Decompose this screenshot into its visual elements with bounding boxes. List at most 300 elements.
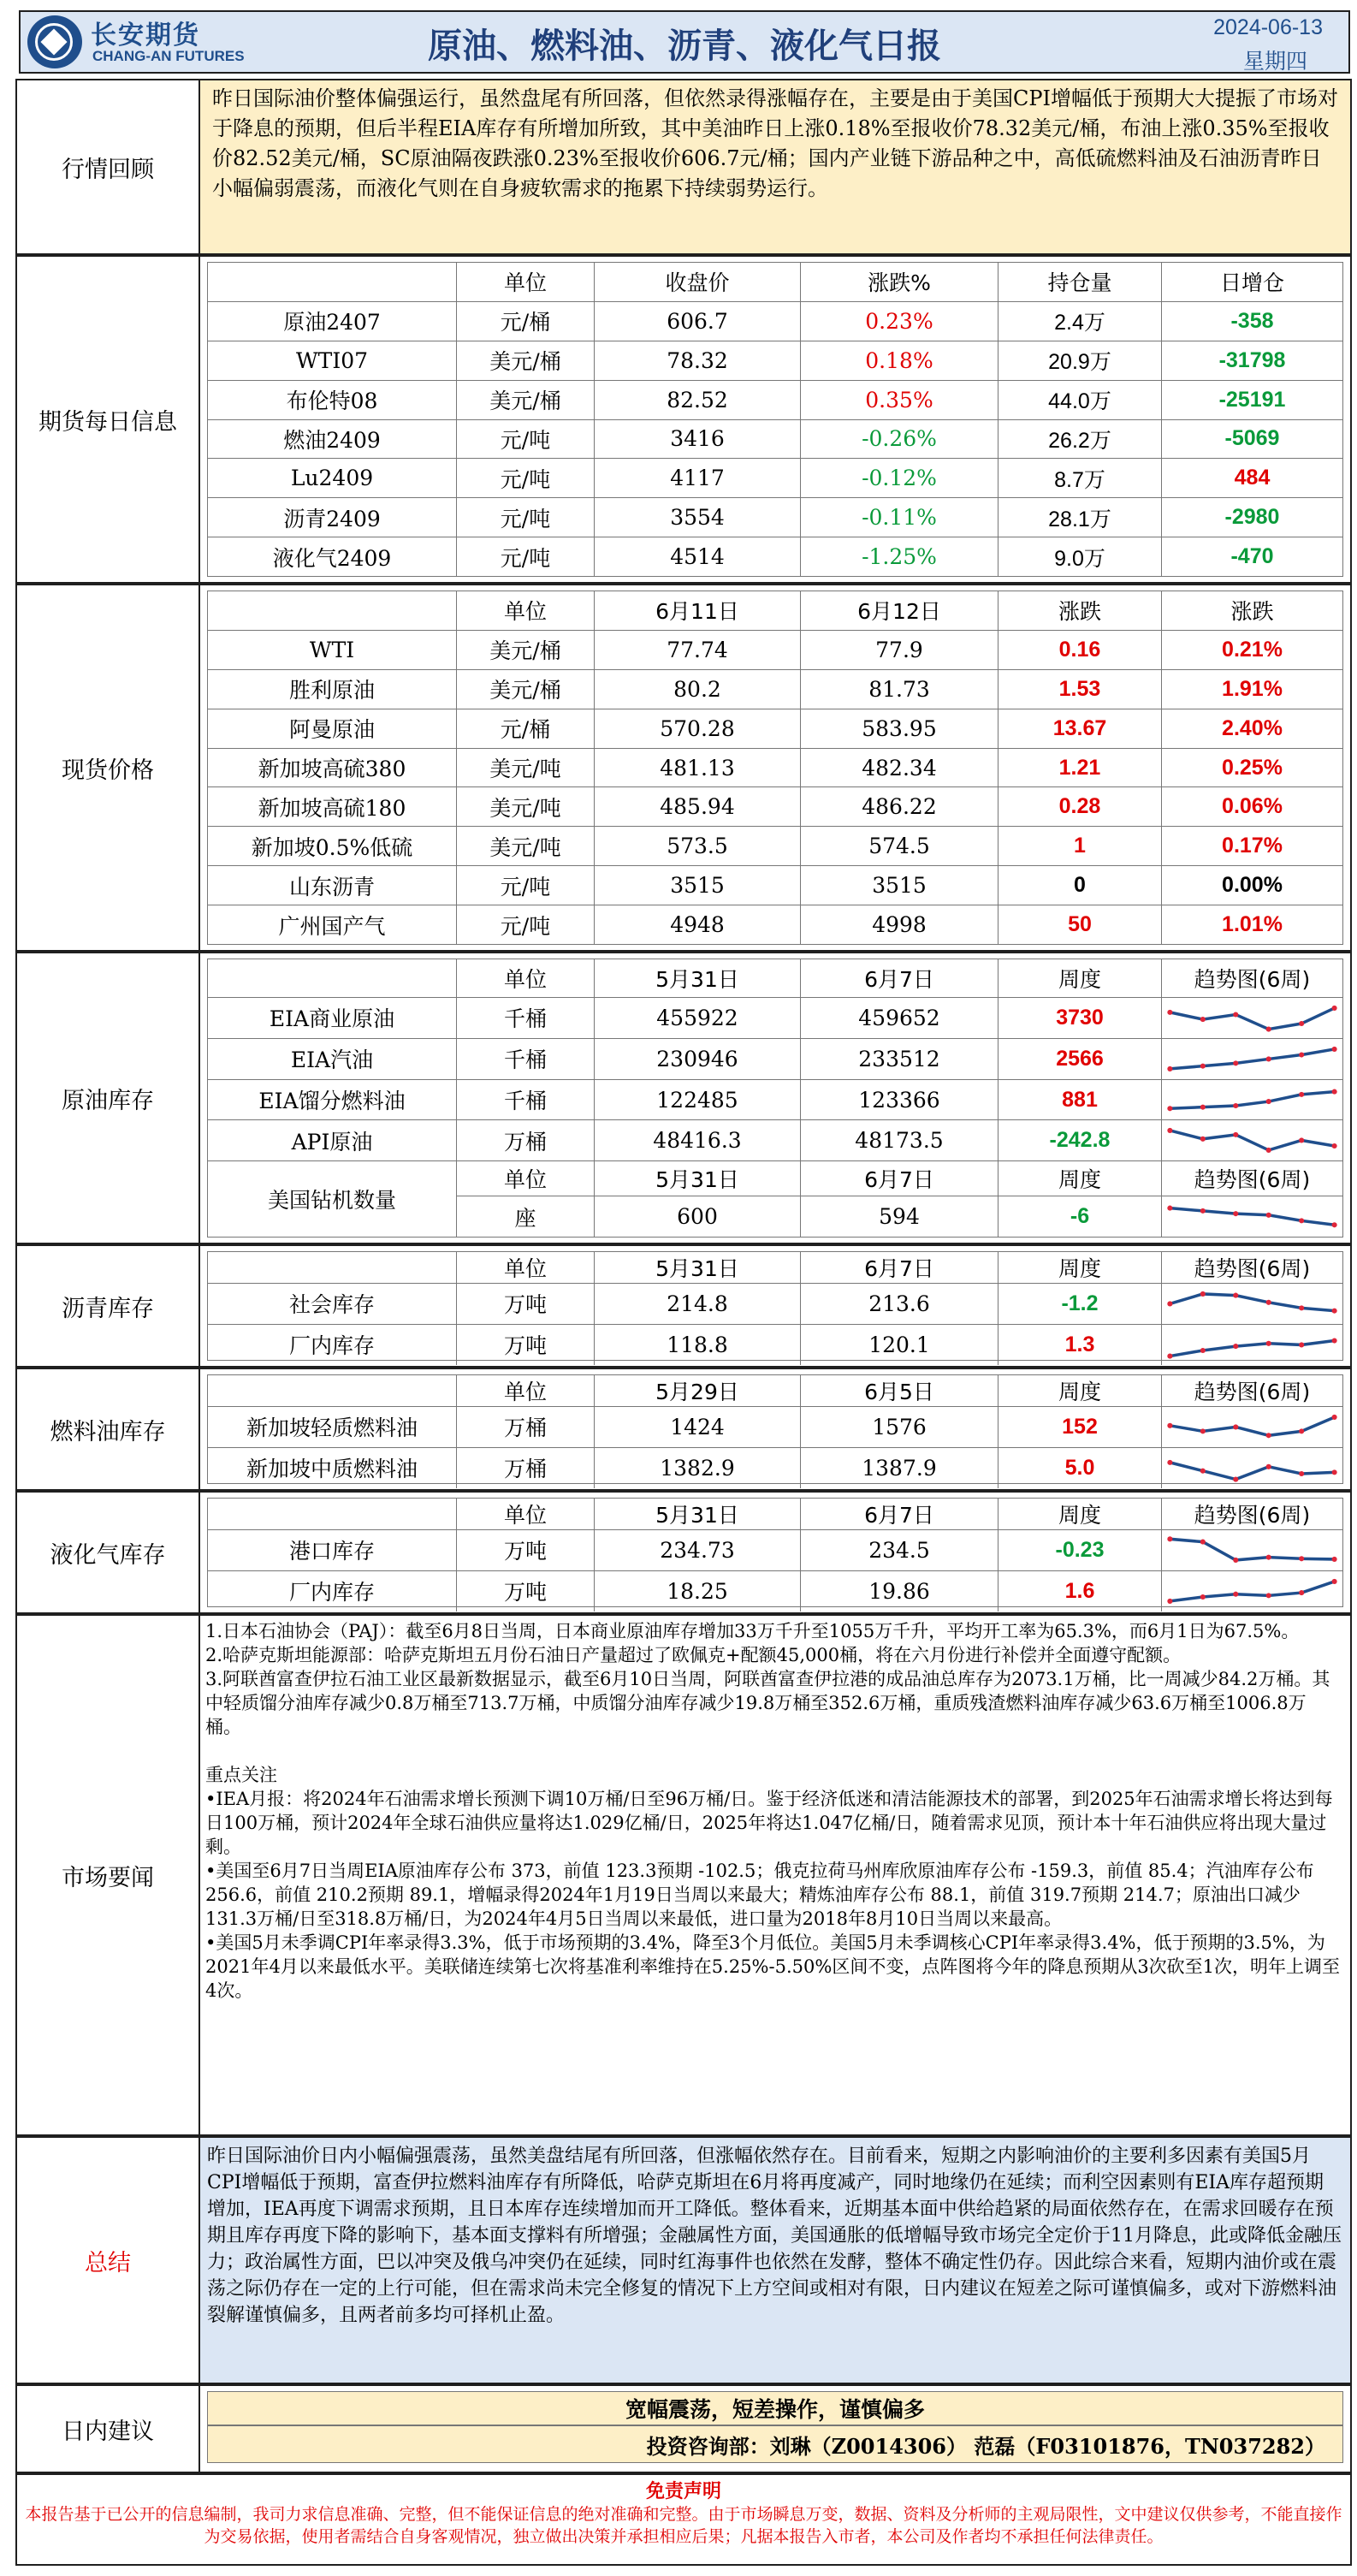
daily-oi-change: -25191 xyxy=(1218,387,1286,412)
open-interest: 8.7万 xyxy=(998,459,1162,497)
unit-cell: 万桶 xyxy=(457,1448,595,1488)
value-prev: 122485 xyxy=(595,1080,801,1120)
news-label: 市场要闻 xyxy=(17,1616,200,2134)
sparkline-point xyxy=(1266,1026,1271,1031)
sparkline-point xyxy=(1167,1066,1172,1071)
summary-label: 总结 xyxy=(17,2138,200,2383)
inventory-name: EIA汽油 xyxy=(208,1039,457,1079)
table-row xyxy=(208,1325,1342,1365)
sparkline-point xyxy=(1299,1091,1304,1096)
fuel-inventory-label: 燃料油库存 xyxy=(17,1369,200,1489)
product-name: 山东沥青 xyxy=(208,866,457,905)
header-cell: 趋势图(6周) xyxy=(1194,1380,1311,1404)
sparkline-point xyxy=(1266,1464,1271,1469)
sparkline-path xyxy=(1170,1208,1334,1226)
weekly-change: 5.0 xyxy=(998,1448,1162,1488)
change-value: 50 xyxy=(998,905,1162,944)
product-name: 新加坡高硫180 xyxy=(208,787,457,826)
unit-cell: 美元/桶 xyxy=(457,670,595,709)
disclaimer-title: 免责声明 xyxy=(645,2481,721,2502)
unit-cell: 千桶 xyxy=(457,1080,595,1120)
change-value: 1.53 xyxy=(998,670,1162,709)
fuel-header-row xyxy=(208,1375,1342,1407)
unit-cell: 元/吨 xyxy=(457,537,595,576)
table-row xyxy=(208,1448,1342,1488)
trend-cell xyxy=(1162,1448,1342,1488)
close-price: 3554 xyxy=(595,498,801,537)
trend-cell xyxy=(1162,1196,1342,1237)
futures-label: 期货每日信息 xyxy=(17,257,200,582)
sparkline-point xyxy=(1332,1415,1337,1420)
inventory-name: EIA商业原油 xyxy=(208,998,457,1038)
weekly-change: 3730 xyxy=(998,998,1162,1038)
table-row xyxy=(208,381,1342,420)
sparkline-point xyxy=(1266,1056,1271,1061)
sparkline-path xyxy=(1170,1417,1334,1435)
header-cell xyxy=(208,959,457,997)
futures-section xyxy=(15,255,1352,584)
open-interest: 44.0万 xyxy=(998,381,1162,419)
sparkline-point xyxy=(1299,1556,1304,1561)
unit-cell: 美元/桶 xyxy=(457,341,595,380)
weekly-change: 2566 xyxy=(998,1039,1162,1079)
unit-cell: 美元/吨 xyxy=(457,787,595,826)
report-title: 原油、燃料油、沥青、液化气日报 xyxy=(428,27,941,66)
price-prev: 481.13 xyxy=(595,749,801,787)
sparkline-point xyxy=(1299,1218,1304,1223)
table-row xyxy=(208,670,1342,709)
sparkline-point xyxy=(1200,1594,1206,1600)
price-prev: 485.94 xyxy=(595,787,801,826)
value-prev: 18.25 xyxy=(595,1571,801,1611)
open-interest: 26.2万 xyxy=(998,420,1162,459)
weekly-change: 152 xyxy=(998,1407,1162,1447)
close-price: 78.32 xyxy=(595,341,801,380)
value-prev: 230946 xyxy=(595,1039,801,1079)
header-cell: 5月31日 xyxy=(595,1161,801,1196)
header-cell: 单位 xyxy=(457,1161,595,1196)
header-cell xyxy=(208,1252,457,1283)
change-value: 1 xyxy=(998,827,1162,865)
sparkline-point xyxy=(1233,1424,1238,1429)
sparkline-point xyxy=(1233,1558,1238,1563)
daily-oi-change: -358 xyxy=(1230,308,1274,333)
trend-sparkline xyxy=(1162,1571,1342,1611)
disclaimer-section xyxy=(15,2473,1352,2566)
trend-cell xyxy=(1162,1325,1342,1365)
change-pct: -0.11% xyxy=(801,498,998,537)
value-curr: 48173.5 xyxy=(801,1120,998,1160)
lpg-header-row xyxy=(208,1499,1342,1530)
trend-cell xyxy=(1162,1080,1342,1120)
sparkline-point xyxy=(1167,1460,1172,1465)
fuel-inventory-section xyxy=(15,1368,1352,1491)
price-prev: 573.5 xyxy=(595,827,801,865)
weekly-change: 1.3 xyxy=(998,1325,1162,1365)
weekly-change: 1.6 xyxy=(998,1571,1162,1611)
price-prev: 77.74 xyxy=(595,631,801,669)
sparkline-point xyxy=(1332,1089,1337,1094)
header-cell xyxy=(208,591,457,630)
contract-name: Lu2409 xyxy=(208,459,457,497)
sparkline-point xyxy=(1167,1106,1172,1111)
change-value: 0 xyxy=(998,866,1162,905)
sparkline-point xyxy=(1266,1593,1271,1598)
value-prev: 1424 xyxy=(595,1407,801,1447)
table-row xyxy=(208,1080,1342,1121)
inventory-name: 厂内库存 xyxy=(208,1325,457,1365)
asphalt-inventory-label: 沥青库存 xyxy=(17,1246,200,1366)
price-curr: 4998 xyxy=(801,905,998,944)
sparkline-point xyxy=(1233,1103,1238,1108)
spot-label: 现货价格 xyxy=(17,585,200,950)
futures-header-row xyxy=(208,263,1342,302)
futures-table xyxy=(207,262,1343,577)
rig-data-row xyxy=(457,1196,1342,1237)
unit-cell: 元/桶 xyxy=(457,302,595,341)
sparkline-path xyxy=(1170,1582,1334,1601)
news-item: •IEA月报：将2024年石油需求增长预测下调10万桶/日至96万桶/日。鉴于经济低迷和清洁能源技术的部署，到2025年石油需求增长将达到每日100万桶，预计2024年全球石油供应量将达1.029亿桶/日，2025年将达1.047亿桶/日，随着需求见顶，预计本十年石油供应将出现大量过剩。 xyxy=(205,1789,1333,1857)
inventory-name: API原油 xyxy=(208,1120,457,1160)
inventory-name: 厂内库存 xyxy=(208,1571,457,1611)
trend-sparkline xyxy=(1162,1120,1342,1160)
close-price: 3416 xyxy=(595,420,801,459)
contract-name: 布伦特08 xyxy=(208,381,457,419)
change-pct: 0.06% xyxy=(1222,794,1283,819)
news-section xyxy=(15,1614,1352,2136)
table-row xyxy=(208,341,1342,381)
table-row xyxy=(208,420,1342,460)
summary-text: 昨日国际油价日内小幅偏强震荡，虽然美盘结尾有所回落，但涨幅依然存在。目前看来，短期之内影响油价的主要利多因素有美国5月CPI增幅低于预期，富查伊拉燃料油库存有所降低，哈萨克斯坦在6月将再度减产，同时地缘仍在延续；而利空因素则有EIA库存超预期增加，IEA再度下调需求预期，且日本库存连续增加而开工降低。整体看来，近期基本面中供给趋紧的局面依然存在，在需求回暖存在预期且库存再度下降的影响下，基本面支撑料有所增强；金融属性方面，美国通胀的低增幅导致市场完全定价于11月降息，此或降低金融压力；政治属性方面，巴以冲突及俄乌冲突仍在延续，同时红海事件也依然在发酵，整体不确定性仍存。因此综合来看，短期内油价或在震荡之际仍存在一定的上行可能，但在需求尚未完全修复的情况下上方空间或相对有限，日内建议在短差之际可谨慎偏多，或对下游燃料油裂解谨慎偏多，且两者前多均可择机止盈。 xyxy=(207,2146,1342,2326)
inventory-name: 新加坡轻质燃料油 xyxy=(208,1407,457,1447)
sparkline-point xyxy=(1299,1471,1304,1476)
table-row xyxy=(208,998,1342,1039)
change-pct: 0.21% xyxy=(1222,637,1283,662)
value-curr: 459652 xyxy=(801,998,998,1038)
sparkline-point xyxy=(1167,1536,1172,1541)
table-row xyxy=(208,1407,1342,1448)
header-cell: 持仓量 xyxy=(998,263,1162,301)
sparkline-point xyxy=(1167,1353,1172,1358)
table-row xyxy=(208,787,1342,827)
sparkline-point xyxy=(1266,1099,1271,1104)
sparkline-point xyxy=(1332,1469,1337,1475)
header-cell: 涨跌 xyxy=(1230,599,1274,625)
sparkline-point xyxy=(1200,1469,1206,1474)
header-cell: 周度 xyxy=(998,1252,1162,1283)
news-item: 2.哈萨克斯坦能源部：哈萨克斯坦五月份石油日产量超过了欧佩克+配额45,000桶，将在六月份进行补偿并全面遵守配额。 xyxy=(205,1645,1182,1665)
unit-cell: 元/吨 xyxy=(457,498,595,537)
header-cell: 周度 xyxy=(998,1161,1162,1196)
unit-cell: 座 xyxy=(457,1196,595,1237)
sparkline-point xyxy=(1332,1047,1337,1052)
unit-cell: 万吨 xyxy=(457,1284,595,1324)
sparkline-point xyxy=(1266,1213,1271,1218)
price-curr: 81.73 xyxy=(801,670,998,709)
sparkline-point xyxy=(1332,1338,1337,1343)
header-cell: 周度 xyxy=(998,1375,1162,1406)
header-cell: 趋势图(6周) xyxy=(1194,1256,1311,1281)
lpg-inventory-table xyxy=(207,1498,1343,1607)
unit-cell: 万吨 xyxy=(457,1530,595,1570)
crude-header-row xyxy=(208,959,1342,998)
change-value: 0.28 xyxy=(998,787,1162,826)
price-prev: 3515 xyxy=(595,866,801,905)
trend-cell xyxy=(1162,1530,1342,1570)
unit-cell: 元/吨 xyxy=(457,905,595,944)
sparkline-point xyxy=(1200,1540,1206,1545)
header-cell: 单位 xyxy=(457,263,595,301)
sparkline-point xyxy=(1299,1342,1304,1347)
price-curr: 3515 xyxy=(801,866,998,905)
sparkline-point xyxy=(1167,1206,1172,1211)
value-prev: 214.8 xyxy=(595,1284,801,1324)
table-row xyxy=(208,1530,1342,1571)
header-cell: 收盘价 xyxy=(595,263,801,301)
header-cell: 5月31日 xyxy=(595,959,801,997)
sparkline-path xyxy=(1170,1091,1334,1108)
value-curr: 123366 xyxy=(801,1080,998,1120)
value-curr: 120.1 xyxy=(801,1325,998,1365)
spot-header-row xyxy=(208,591,1342,631)
sparkline-point xyxy=(1233,1592,1238,1597)
sparkline-point xyxy=(1200,1428,1206,1433)
disclaimer-text: 本报告基于已公开的信息编制，我司力求信息准确、完整，但不能保证信息的绝对准确和完整。由于市场瞬息万变，数据、资料及分析师的主观局限性，文中建议仅供参考，不能直接作为交易依据，使用者需结合自身客观情况，独立做出决策并承担相应后果；凡据本报告入市者，本公司及作者均不承担任何法律责任。 xyxy=(25,2505,1342,2546)
spot-section xyxy=(15,584,1352,952)
weekly-change: -242.8 xyxy=(998,1120,1162,1160)
weekly-change: 881 xyxy=(998,1080,1162,1120)
sparkline-path xyxy=(1170,1008,1334,1030)
table-row xyxy=(208,1039,1342,1080)
header-cell: 涨跌 xyxy=(998,591,1162,630)
sparkline-point xyxy=(1332,1557,1337,1562)
trend-sparkline xyxy=(1162,1196,1342,1237)
trend-sparkline xyxy=(1162,1325,1342,1365)
header-cell: 6月7日 xyxy=(801,1499,998,1529)
weekly-change: -1.2 xyxy=(998,1284,1162,1324)
sparkline-point xyxy=(1200,1063,1206,1068)
sparkline-point xyxy=(1266,1433,1271,1438)
trend-sparkline xyxy=(1162,1080,1342,1120)
unit-cell: 元/吨 xyxy=(457,420,595,459)
change-pct: -0.26% xyxy=(801,420,998,459)
crude-inventory-label: 原油库存 xyxy=(17,953,200,1243)
contract-name: 液化气2409 xyxy=(208,537,457,576)
sparkline-point xyxy=(1332,1309,1337,1314)
rig-count-name: 美国钻机数量 xyxy=(208,1161,457,1237)
sparkline-point xyxy=(1233,1132,1238,1137)
sparkline-point xyxy=(1266,1148,1271,1153)
table-row xyxy=(208,302,1342,341)
sparkline-point xyxy=(1332,1143,1337,1149)
table-row xyxy=(208,459,1342,498)
inventory-name: 港口库存 xyxy=(208,1530,457,1570)
price-prev: 80.2 xyxy=(595,670,801,709)
asphalt-header-row xyxy=(208,1252,1342,1284)
value-prev: 118.8 xyxy=(595,1325,801,1365)
change-pct: 1.01% xyxy=(1222,912,1283,937)
review-section xyxy=(15,79,1352,255)
sparkline-point xyxy=(1233,1293,1238,1298)
sparkline-point xyxy=(1299,1305,1304,1310)
header-cell: 趋势图(6周) xyxy=(1194,966,1311,992)
sparkline-point xyxy=(1266,1341,1271,1346)
value-curr: 1576 xyxy=(801,1407,998,1447)
table-row xyxy=(208,709,1342,749)
trend-sparkline xyxy=(1162,1407,1342,1447)
value-prev: 455922 xyxy=(595,998,801,1038)
product-name: 胜利原油 xyxy=(208,670,457,709)
sparkline-point xyxy=(1167,1128,1172,1133)
header-cell: 单位 xyxy=(457,591,595,630)
contract-name: 沥青2409 xyxy=(208,498,457,537)
change-pct: -1.25% xyxy=(801,537,998,576)
unit-cell: 万吨 xyxy=(457,1571,595,1611)
header-cell: 6月7日 xyxy=(801,1252,998,1283)
advice-section xyxy=(15,2384,1352,2473)
advice-text: 宽幅震荡，短差操作，谨慎偏多 xyxy=(207,2391,1343,2425)
header-cell: 单位 xyxy=(457,1499,595,1529)
unit-cell: 美元/桶 xyxy=(457,631,595,669)
sparkline-point xyxy=(1266,1300,1271,1305)
close-price: 82.52 xyxy=(595,381,801,419)
header-cell: 6月5日 xyxy=(801,1375,998,1406)
sparkline-point xyxy=(1200,1104,1206,1109)
change-pct: 0.23% xyxy=(801,302,998,341)
news-item: •美国5月未季调CPI年率录得3.3%，低于市场预期的3.4%，降至3个月低位。美国5月未季调核心CPI年率录得3.4%，低于预期的3.5%，为2021年4月以来最低水平。美联储连续第七次将基准利率维持在5.25%-5.50%区间不变，点阵图将今年的降息预期从3次砍至1次，明年上调至4次。 xyxy=(205,1932,1341,2001)
header-cell: 5月29日 xyxy=(595,1375,801,1406)
table-row xyxy=(208,631,1342,670)
header-cell xyxy=(208,263,457,301)
sparkline-point xyxy=(1233,1211,1238,1216)
news-item: 3.阿联酋富查伊拉石油工业区最新数据显示，截至6月10日当周，阿联酋富查伊拉港的成品油总库存为2073.1万桶，比一周减少84.2万桶。其中轻质馏分油库存减少0.8万桶至713.7万桶，中质馏分油库存减少19.8万桶至352.6万桶，重质残渣燃料油库存减少63.6万桶至1006.8万桶。 xyxy=(205,1669,1330,1737)
company-english-name: CHANG-AN FUTURES xyxy=(92,48,245,64)
review-label: 行情回顾 xyxy=(17,80,200,253)
sparkline-point xyxy=(1167,1423,1172,1428)
header-cell: 5月31日 xyxy=(595,1499,801,1529)
trend-cell xyxy=(1162,998,1342,1038)
product-name: 新加坡高硫380 xyxy=(208,749,457,787)
product-name: WTI xyxy=(208,631,457,669)
sparkline-point xyxy=(1200,1291,1206,1297)
sparkline-point xyxy=(1332,1006,1337,1011)
price-curr: 583.95 xyxy=(801,709,998,748)
contract-name: 燃油2409 xyxy=(208,420,457,459)
product-name: 新加坡0.5%低硫 xyxy=(208,827,457,865)
sparkline-path xyxy=(1170,1294,1334,1311)
change-pct: 1.91% xyxy=(1222,676,1283,701)
table-row xyxy=(208,905,1342,944)
value-prev: 48416.3 xyxy=(595,1120,801,1160)
change-pct: 0.17% xyxy=(1222,834,1283,858)
crude-inventory-section xyxy=(15,952,1352,1244)
fuel-inventory-table xyxy=(207,1374,1343,1484)
open-interest: 20.9万 xyxy=(998,341,1162,380)
sparkline-point xyxy=(1332,1222,1337,1227)
report-date: 2024-06-13 xyxy=(1213,15,1323,39)
summary-section xyxy=(15,2136,1352,2384)
rig-count-row xyxy=(208,1161,1342,1237)
sparkline-point xyxy=(1266,1555,1271,1560)
daily-oi-change: -2980 xyxy=(1224,505,1280,530)
sparkline-path xyxy=(1170,1539,1334,1560)
close-price: 606.7 xyxy=(595,302,801,341)
change-pct: 2.40% xyxy=(1222,715,1283,740)
news-item: •美国至6月7日当周EIA原油库存公布 373，前值 123.3预期 -102.5；俄克拉荷马州库欣原油库存公布 -159.3，前值 85.4；汽油库存公布 256.6，前值 210.2预期 89.1，增幅录得2024年1月19日当周以来最大；精炼油库存公布 88.1，前值 319.7预期 214.7；原油出口减少131.3万桶/日至318.8万桶/日，为2024年4月5日当周以来最低，进口量为2018年8月10日当周以来最高。 xyxy=(205,1861,1314,1929)
change-pct: 0.00% xyxy=(1222,873,1283,898)
sparkline-point xyxy=(1299,1138,1304,1143)
header-cell: 6月7日 xyxy=(801,959,998,997)
table-row xyxy=(208,866,1342,905)
inventory-name: EIA馏分燃料油 xyxy=(208,1080,457,1120)
contract-name: WTI07 xyxy=(208,341,457,380)
header-cell: 日增仓 xyxy=(1219,270,1284,296)
table-row xyxy=(208,537,1342,576)
unit-cell: 元/吨 xyxy=(457,866,595,905)
trend-cell xyxy=(1162,1407,1342,1447)
value-prev: 234.73 xyxy=(595,1530,801,1570)
trend-cell xyxy=(1162,1571,1342,1611)
value-curr: 19.86 xyxy=(801,1571,998,1611)
lpg-inventory-label: 液化气库存 xyxy=(17,1493,200,1612)
price-prev: 4948 xyxy=(595,905,801,944)
header-cell: 单位 xyxy=(457,1252,595,1283)
news-focus-heading: 重点关注 xyxy=(205,1765,277,1785)
header-cell: 周度 xyxy=(998,1499,1162,1529)
asphalt-inventory-section xyxy=(15,1244,1352,1368)
sparkline-point xyxy=(1233,1060,1238,1065)
sparkline-point xyxy=(1299,1021,1304,1026)
table-row xyxy=(208,498,1342,537)
report-header xyxy=(19,10,1350,74)
news-spacer xyxy=(205,1739,1342,1763)
header-cell: 6月11日 xyxy=(595,591,801,630)
trend-sparkline xyxy=(1162,1530,1342,1570)
unit-cell: 万桶 xyxy=(457,1120,595,1160)
table-row xyxy=(208,1571,1342,1611)
table-row xyxy=(208,827,1342,866)
header-cell: 6月7日 xyxy=(801,1161,998,1196)
weekly-change: -6 xyxy=(998,1196,1162,1237)
price-curr: 77.9 xyxy=(801,631,998,669)
price-curr: 574.5 xyxy=(801,827,998,865)
trend-sparkline xyxy=(1162,1284,1342,1324)
change-value: 1.21 xyxy=(998,749,1162,787)
table-row xyxy=(208,1284,1342,1325)
sparkline-point xyxy=(1233,1344,1238,1349)
header-cell xyxy=(208,1499,457,1529)
change-pct: 0.35% xyxy=(801,381,998,419)
product-name: 阿曼原油 xyxy=(208,709,457,748)
sparkline-point xyxy=(1299,1590,1304,1595)
asphalt-inventory-table xyxy=(207,1251,1343,1361)
daily-oi-change: 484 xyxy=(1234,466,1271,490)
daily-oi-change: -470 xyxy=(1230,544,1274,569)
table-row xyxy=(208,1120,1342,1161)
change-pct: 0.18% xyxy=(801,341,998,380)
trend-sparkline xyxy=(1162,1039,1342,1079)
sparkline-point xyxy=(1332,1579,1337,1584)
value-prev: 600 xyxy=(595,1196,801,1237)
change-pct: 0.25% xyxy=(1222,755,1283,780)
sparkline-path xyxy=(1170,1340,1334,1356)
change-value: 13.67 xyxy=(998,709,1162,748)
daily-oi-change: -5069 xyxy=(1224,426,1280,451)
news-item: 1.日本石油协会（PAJ）：截至6月8日当周，日本商业原油库存增加33万千升至1055万千升，平均开工率为65.3%，而6月1日为67.5%。 xyxy=(205,1621,1300,1641)
price-curr: 486.22 xyxy=(801,787,998,826)
value-prev: 1382.9 xyxy=(595,1448,801,1488)
price-prev: 570.28 xyxy=(595,709,801,748)
